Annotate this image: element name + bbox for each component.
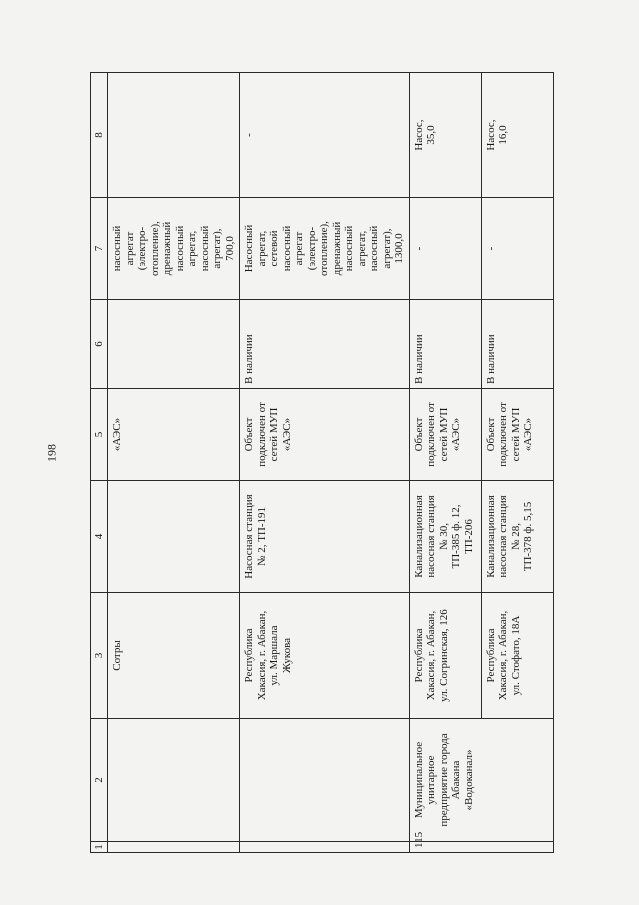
table-cell: насосный агрегат (электро- отопление), дренажный насосный агрегат, насосный агрегат), 700,0 <box>108 198 240 300</box>
table-cell <box>240 719 410 842</box>
table-cell: Сотры <box>108 593 240 719</box>
data-table <box>90 72 554 853</box>
table-cell: В наличии <box>409 300 481 389</box>
table-cell <box>240 842 410 853</box>
table-cell: Насосный агрегат, сетевой насосный агрегат (электро- отопление), дренажный насосный агрегат, насосный агрегат), 1300,0 <box>240 198 410 300</box>
table-cell: Объект подключен от сетей МУП «АЭС» <box>409 389 481 481</box>
header-cell: 7 <box>91 198 108 300</box>
table-cell <box>108 719 240 842</box>
header-cell: 5 <box>91 389 108 481</box>
table-cell: - <box>240 73 410 198</box>
table-cell: Республика Хакасия, г. Абакан, ул. Маршала Жукова <box>240 593 410 719</box>
table-cell: Объект подключен от сетей МУП «АЭС» <box>240 389 410 481</box>
table-cell <box>108 481 240 593</box>
table-cell: Объект подключен от сетей МУП «АЭС» <box>481 389 553 481</box>
table-cell: - <box>409 198 481 300</box>
table-cell: Муниципальное унитарное предприятие города Абакана «Водоканал» <box>409 719 553 842</box>
table-cell <box>108 842 240 853</box>
header-cell: 4 <box>91 481 108 593</box>
table-row <box>409 73 481 853</box>
table-cell: Канализационная насосная станция № 30, ТП-385 ф. 12, ТП-206 <box>409 481 481 593</box>
table-cell: «АЭС» <box>108 389 240 481</box>
header-cell: 1 <box>91 842 108 853</box>
table-cell: В наличии <box>240 300 410 389</box>
page-number: 198 <box>44 444 59 462</box>
table-cell: - <box>481 198 553 300</box>
table-row <box>240 73 410 853</box>
table-cell <box>108 73 240 198</box>
header-cell: 6 <box>91 300 108 389</box>
header-cell: 8 <box>91 73 108 198</box>
table-cell: Республика Хакасия, г. Абакан, ул. Согринская, 126 <box>409 593 481 719</box>
header-cell: 3 <box>91 593 108 719</box>
table-cell: Канализационная насосная станция № 28, ТП-378 ф. 5,15 <box>481 481 553 593</box>
table-cell: Насосная станция № 2, ТП-191 <box>240 481 410 593</box>
table-cell: В наличии <box>481 300 553 389</box>
table-cell: Насос, 16,0 <box>481 73 553 198</box>
table-cell: 115 <box>409 842 553 853</box>
header-cell: 2 <box>91 719 108 842</box>
table-cell: Республика Хакасия, г. Абакан, ул. Стофато, 18А <box>481 593 553 719</box>
header-row <box>91 73 108 853</box>
table-row <box>108 73 240 853</box>
table-cell: Насос, 35,0 <box>409 73 481 198</box>
rotated-table-container <box>90 73 552 853</box>
table-cell <box>108 300 240 389</box>
